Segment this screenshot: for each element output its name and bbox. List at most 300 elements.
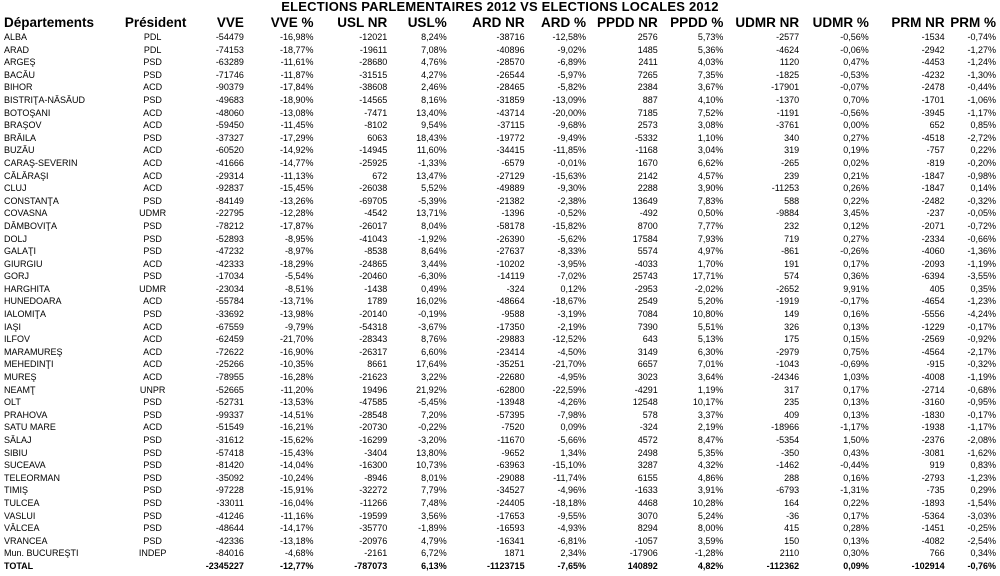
table-row [2, 182, 998, 195]
value-cell: 2498 [637, 447, 658, 458]
value-cell: 0,12% [843, 220, 869, 231]
president-cell: PSD [143, 132, 162, 143]
value-cell: -16,28% [279, 372, 314, 383]
value-cell: 3,56% [421, 510, 447, 521]
value-cell: -11,13% [280, 170, 314, 181]
value-cell: -5,66% [557, 435, 587, 445]
department-cell: ARGEŞ [4, 57, 36, 68]
value-cell: -1,23% [967, 296, 996, 307]
value-cell: -1,30% [967, 69, 996, 80]
president-cell: ACD [143, 157, 163, 168]
value-cell: -8946 [364, 472, 388, 483]
value-cell: -11253 [771, 183, 800, 194]
value-cell: -72622 [215, 346, 244, 357]
value-cell: -4624 [776, 44, 800, 55]
value-cell: -14,17% [279, 523, 314, 534]
value-cell: 919 [929, 460, 945, 471]
value-cell: -4453 [921, 57, 945, 68]
value-cell: -1,23% [967, 472, 996, 483]
value-cell: -23034 [215, 283, 244, 294]
value-cell: 4572 [637, 435, 658, 445]
value-cell: 0,09% [843, 560, 869, 571]
value-cell: 4468 [637, 497, 658, 508]
value-cell: -4518 [921, 132, 945, 143]
value-cell: -1043 [776, 359, 800, 370]
value-cell: -48060 [215, 107, 244, 118]
value-cell: -2,38% [557, 195, 587, 206]
value-cell: 7390 [637, 321, 658, 332]
value-cell: -2979 [776, 346, 800, 357]
department-cell: ARAD [4, 44, 30, 55]
value-cell: 5,73% [697, 32, 724, 42]
value-cell: -25925 [359, 157, 388, 168]
value-cell: 0,17% [843, 258, 869, 269]
value-cell: 3023 [637, 372, 658, 383]
value-cell: -6394 [921, 271, 945, 282]
value-cell: -5,82% [557, 82, 587, 93]
president-cell: ACD [143, 334, 163, 345]
department-cell: BOTOŞANI [4, 107, 51, 118]
president-cell: PSD [143, 510, 162, 521]
value-cell: -15,91% [279, 485, 314, 496]
value-cell: -16299 [359, 435, 388, 445]
value-cell: 0,13% [843, 535, 869, 546]
table-row [2, 346, 998, 359]
value-cell: -60520 [215, 145, 244, 156]
value-cell: 5,24% [697, 510, 724, 521]
value-cell: 2110 [779, 548, 800, 559]
value-cell: 13649 [632, 195, 658, 206]
value-cell: 0,28% [843, 523, 869, 534]
value-cell: 340 [784, 132, 800, 143]
department-cell: CONSTANŢA [4, 195, 59, 206]
value-cell: 8294 [637, 523, 658, 534]
value-cell: -31515 [359, 69, 388, 80]
value-cell: -8,33% [557, 246, 587, 257]
value-cell: -5364 [921, 510, 945, 521]
president-cell: PSD [143, 233, 162, 244]
value-cell: -78955 [215, 372, 244, 383]
department-cell: MUREŞ [4, 372, 37, 383]
value-cell: 0,12% [560, 283, 587, 294]
value-cell: 1,19% [697, 384, 724, 395]
value-cell: 19496 [362, 384, 388, 395]
value-cell: -4060 [921, 246, 945, 257]
value-cell: -26317 [359, 346, 388, 357]
value-cell: -1,92% [418, 233, 447, 244]
value-cell: -52665 [215, 384, 244, 395]
value-cell: 4,10% [697, 94, 724, 105]
value-cell: -5556 [921, 309, 945, 320]
value-cell: -1893 [921, 497, 945, 508]
value-cell: 5,13% [697, 334, 724, 345]
value-cell: 2384 [637, 82, 658, 93]
value-cell: -14,92% [279, 145, 314, 156]
value-cell: -58178 [496, 220, 525, 231]
value-cell: -0,17% [967, 321, 996, 332]
value-cell: 0,16% [843, 309, 869, 320]
value-cell: -18,77% [279, 44, 314, 55]
value-cell: -3,95% [557, 258, 587, 269]
value-cell: -59450 [215, 120, 244, 131]
value-cell: -3761 [776, 120, 800, 131]
president-cell: PSD [143, 409, 162, 420]
value-cell: 232 [784, 220, 800, 231]
value-cell: 3,91% [697, 485, 724, 496]
value-cell: -24346 [771, 372, 800, 383]
president-cell: PSD [143, 220, 162, 231]
value-cell: -15,82% [552, 220, 587, 231]
value-cell: 5,36% [697, 44, 724, 55]
value-cell: 0,13% [843, 321, 869, 332]
value-cell: -13,09% [552, 94, 587, 105]
president-cell: ACD [143, 145, 163, 156]
value-cell: 0,22% [970, 145, 996, 156]
table-row [2, 421, 998, 434]
value-cell: -13,08% [279, 107, 314, 118]
value-cell: -7,65% [557, 560, 587, 571]
value-cell: -1847 [921, 183, 945, 194]
value-cell: 3,67% [697, 82, 724, 93]
value-cell: 5,20% [697, 296, 724, 307]
column-header: UDMR % [812, 15, 869, 30]
department-cell: TULCEA [4, 497, 40, 508]
value-cell: -4008 [921, 372, 945, 383]
value-cell: 21,92% [416, 384, 447, 395]
value-cell: 4,32% [697, 460, 724, 471]
value-cell: -57395 [496, 409, 525, 420]
value-cell: -20,00% [552, 107, 587, 118]
value-cell: -1168 [635, 145, 658, 156]
president-cell: UNPR [139, 384, 166, 395]
value-cell: -2,19% [557, 321, 587, 332]
value-cell: -16,21% [279, 422, 314, 433]
value-cell: -1229 [921, 321, 945, 332]
value-cell: 6,13% [421, 560, 447, 571]
value-cell: 140892 [627, 560, 658, 571]
value-cell: 288 [784, 472, 800, 483]
value-cell: 1670 [637, 157, 658, 168]
value-cell: 719 [784, 233, 800, 244]
president-cell: ACD [143, 120, 163, 131]
value-cell: -2161 [364, 548, 388, 559]
value-cell: 1,10% [697, 132, 724, 143]
value-cell: -41043 [359, 233, 388, 244]
value-cell: -28570 [496, 57, 525, 68]
value-cell: -18,67% [552, 296, 587, 307]
value-cell: -1,31% [840, 485, 869, 496]
value-cell: 7,48% [421, 497, 447, 508]
value-cell: 0,22% [843, 497, 869, 508]
value-cell: -11,87% [280, 69, 314, 80]
value-cell: -37115 [497, 120, 525, 131]
value-cell: -1633 [634, 485, 658, 496]
value-cell: -17,87% [279, 220, 314, 231]
value-cell: -787073 [354, 560, 388, 571]
value-cell: -1825 [776, 69, 800, 80]
value-cell: -11,85% [553, 145, 587, 156]
value-cell: 1120 [779, 57, 800, 68]
value-cell: -4033 [634, 258, 658, 269]
table-row [2, 119, 998, 132]
value-cell: 5,35% [697, 447, 724, 458]
president-cell: PSD [143, 309, 162, 320]
value-cell: 4,79% [421, 535, 447, 546]
value-cell: 191 [784, 258, 800, 269]
value-cell: -3,19% [557, 309, 587, 320]
value-cell: -43714 [496, 107, 525, 118]
value-cell: -1,89% [418, 523, 447, 534]
department-cell: CARAŞ-SEVERIN [4, 157, 78, 168]
value-cell: -0,19% [418, 309, 447, 320]
value-cell: 0,19% [843, 145, 869, 156]
value-cell: -18,90% [279, 94, 314, 105]
value-cell: 3149 [637, 346, 658, 357]
value-cell: -8,51% [284, 283, 314, 294]
value-cell: -47585 [359, 397, 388, 408]
value-cell: -915 [926, 359, 945, 370]
value-cell: 0,36% [843, 271, 869, 282]
value-cell: -6793 [776, 485, 800, 496]
value-cell: -1938 [921, 422, 945, 433]
value-cell: -33011 [216, 497, 244, 508]
department-cell: MARAMUREŞ [4, 346, 63, 357]
value-cell: -20730 [359, 422, 388, 433]
department-cell: TELEORMAN [4, 472, 61, 483]
value-cell: -24865 [359, 258, 388, 269]
value-cell: 235 [784, 397, 800, 408]
value-cell: -7471 [364, 107, 388, 118]
value-cell: -5,97% [557, 69, 587, 80]
table-row [2, 144, 998, 157]
table-row [2, 270, 998, 283]
department-cell: VASLUI [4, 510, 36, 521]
column-header: Président [124, 15, 187, 30]
value-cell: 2,34% [560, 548, 587, 559]
value-cell: 6155 [637, 472, 658, 483]
value-cell: -36 [786, 510, 800, 521]
department-cell: CĂLĂRAŞI [4, 170, 49, 181]
value-cell: 415 [784, 523, 800, 534]
value-cell: -0,53% [840, 69, 869, 80]
value-cell: 5,52% [421, 183, 447, 194]
value-cell: -54479 [215, 32, 244, 42]
value-cell: 8,47% [697, 435, 724, 445]
value-cell: -40896 [496, 44, 525, 55]
value-cell: -90379 [215, 82, 244, 93]
table-row [2, 258, 998, 271]
value-cell: -0,56% [840, 107, 869, 118]
table-row [2, 371, 998, 384]
department-cell: TOTAL [4, 560, 34, 571]
department-cell: NEAMŢ [4, 384, 36, 395]
value-cell: 0,29% [970, 485, 996, 496]
value-cell: -4654 [921, 296, 945, 307]
table-row [2, 107, 998, 120]
value-cell: 2142 [637, 170, 658, 181]
value-cell: 7,93% [697, 233, 724, 244]
value-cell: 3287 [637, 460, 658, 471]
value-cell: 10,17% [692, 397, 724, 408]
value-cell: -18,29% [279, 258, 314, 269]
president-cell: PSD [143, 535, 162, 546]
value-cell: 3,04% [697, 145, 724, 156]
value-cell: -6,89% [557, 57, 587, 68]
column-header: Départements [4, 15, 95, 30]
table-row [2, 207, 998, 220]
value-cell: 7,35% [697, 69, 724, 80]
value-cell: 0,35% [970, 283, 996, 294]
department-cell: Mun. BUCUREŞTI [4, 548, 79, 559]
president-cell: PSD [143, 497, 162, 508]
value-cell: -27129 [496, 170, 525, 181]
president-cell: ACD [143, 82, 163, 93]
value-cell: 6657 [637, 359, 658, 370]
president-cell: UDMR [139, 283, 167, 294]
value-cell: -4,26% [557, 397, 587, 408]
president-cell: PSD [143, 94, 162, 105]
value-cell: 1,03% [843, 372, 869, 383]
value-cell: -492 [639, 208, 658, 219]
department-cell: VRANCEA [4, 535, 48, 546]
value-cell: -324 [639, 422, 658, 433]
value-cell: -1830 [921, 409, 945, 420]
value-cell: -28343 [359, 334, 388, 345]
value-cell: -48644 [215, 523, 244, 534]
value-cell: -0,17% [967, 409, 996, 420]
value-cell: 3,44% [421, 258, 447, 269]
value-cell: -0,95% [967, 397, 996, 408]
department-cell: SATU MARE [4, 422, 56, 433]
value-cell: -4,68% [284, 548, 314, 559]
value-cell: 1485 [637, 44, 658, 55]
president-cell: ACD [143, 346, 163, 357]
column-header: USL% [407, 15, 447, 30]
table-row [2, 459, 998, 472]
department-cell: SĂLAJ [4, 435, 32, 445]
department-cell: GORJ [4, 271, 30, 282]
value-cell: 13,71% [416, 208, 447, 219]
value-cell: -29883 [496, 334, 525, 345]
value-cell: -350 [781, 447, 800, 458]
value-cell: 6063 [367, 132, 388, 143]
value-cell: -2093 [921, 258, 945, 269]
value-cell: -14,77% [279, 157, 314, 168]
value-cell: -69705 [359, 195, 388, 206]
value-cell: -9588 [501, 309, 525, 320]
value-cell: -8102 [364, 120, 388, 131]
value-cell: -9,68% [557, 120, 587, 131]
value-cell: -3,20% [418, 435, 447, 445]
value-cell: -18,18% [552, 497, 587, 508]
value-cell: -74153 [215, 44, 244, 55]
value-cell: 0,17% [843, 384, 869, 395]
value-cell: -57418 [215, 447, 244, 458]
value-cell: 0,47% [843, 57, 869, 68]
value-cell: 0,83% [970, 460, 996, 471]
value-cell: -47232 [215, 246, 244, 257]
value-cell: -63289 [215, 57, 244, 68]
value-cell: 8700 [637, 220, 658, 231]
value-cell: -7,98% [557, 409, 587, 420]
value-cell: -13,98% [279, 309, 314, 320]
table-row [2, 358, 998, 371]
value-cell: -112362 [766, 560, 800, 571]
value-cell: -1462 [776, 460, 800, 471]
value-cell: -16593 [496, 523, 525, 534]
value-cell: -11,61% [280, 57, 314, 68]
value-cell: -26390 [496, 233, 525, 244]
value-cell: 3,37% [697, 409, 724, 420]
value-cell: -12021 [359, 32, 388, 42]
value-cell: 6,62% [697, 157, 724, 168]
value-cell: -13,26% [279, 195, 314, 206]
value-cell: -2,17% [967, 346, 996, 357]
value-cell: -5354 [776, 435, 800, 445]
value-cell: 5574 [637, 246, 658, 257]
value-cell: -2482 [921, 195, 945, 206]
value-cell: -4,95% [557, 372, 587, 383]
value-cell: -6,81% [557, 535, 587, 546]
table-row [2, 535, 998, 548]
value-cell: -14,51% [279, 409, 314, 420]
value-cell: -12,52% [552, 334, 587, 345]
value-cell: -9,02% [557, 44, 587, 55]
value-cell: -41666 [215, 157, 244, 168]
value-cell: 0,50% [697, 208, 724, 219]
table-row [2, 220, 998, 233]
value-cell: -21,70% [279, 334, 314, 345]
value-cell: 6,72% [421, 548, 447, 559]
value-cell: -1,33% [418, 157, 447, 168]
value-cell: -17653 [496, 510, 525, 521]
value-cell: 2549 [637, 296, 658, 307]
value-cell: 3070 [637, 510, 658, 521]
value-cell: 766 [929, 548, 945, 559]
value-cell: -21,70% [552, 359, 587, 370]
value-cell: 17,71% [692, 271, 724, 282]
value-cell: 0,70% [843, 94, 869, 105]
value-cell: -12,58% [552, 32, 587, 42]
value-cell: 0,27% [843, 132, 869, 143]
value-cell: 4,27% [421, 69, 447, 80]
value-cell: -324 [506, 283, 525, 294]
value-cell: -20460 [359, 271, 388, 282]
value-cell: -25266 [215, 359, 244, 370]
value-cell: -1396 [501, 208, 525, 219]
value-cell: 4,86% [697, 472, 724, 483]
value-cell: -2569 [921, 334, 945, 345]
value-cell: -0,06% [840, 44, 869, 55]
value-cell: -3,55% [967, 271, 996, 282]
value-cell: -22680 [496, 372, 525, 383]
value-cell: -2953 [634, 283, 658, 294]
value-cell: -16,90% [279, 346, 314, 357]
president-cell: INDEP [138, 548, 167, 559]
value-cell: 3,22% [421, 372, 447, 383]
value-cell: -2376 [921, 435, 945, 445]
table-row [2, 497, 998, 510]
value-cell: -26038 [359, 183, 388, 194]
value-cell: -17350 [496, 321, 525, 332]
value-cell: 4,03% [697, 57, 724, 68]
value-cell: -38716 [496, 32, 525, 42]
value-cell: -28680 [359, 57, 388, 68]
value-cell: -97228 [215, 485, 244, 496]
value-cell: -62459 [215, 334, 244, 345]
table-row [2, 245, 998, 258]
value-cell: -34527 [496, 485, 525, 496]
